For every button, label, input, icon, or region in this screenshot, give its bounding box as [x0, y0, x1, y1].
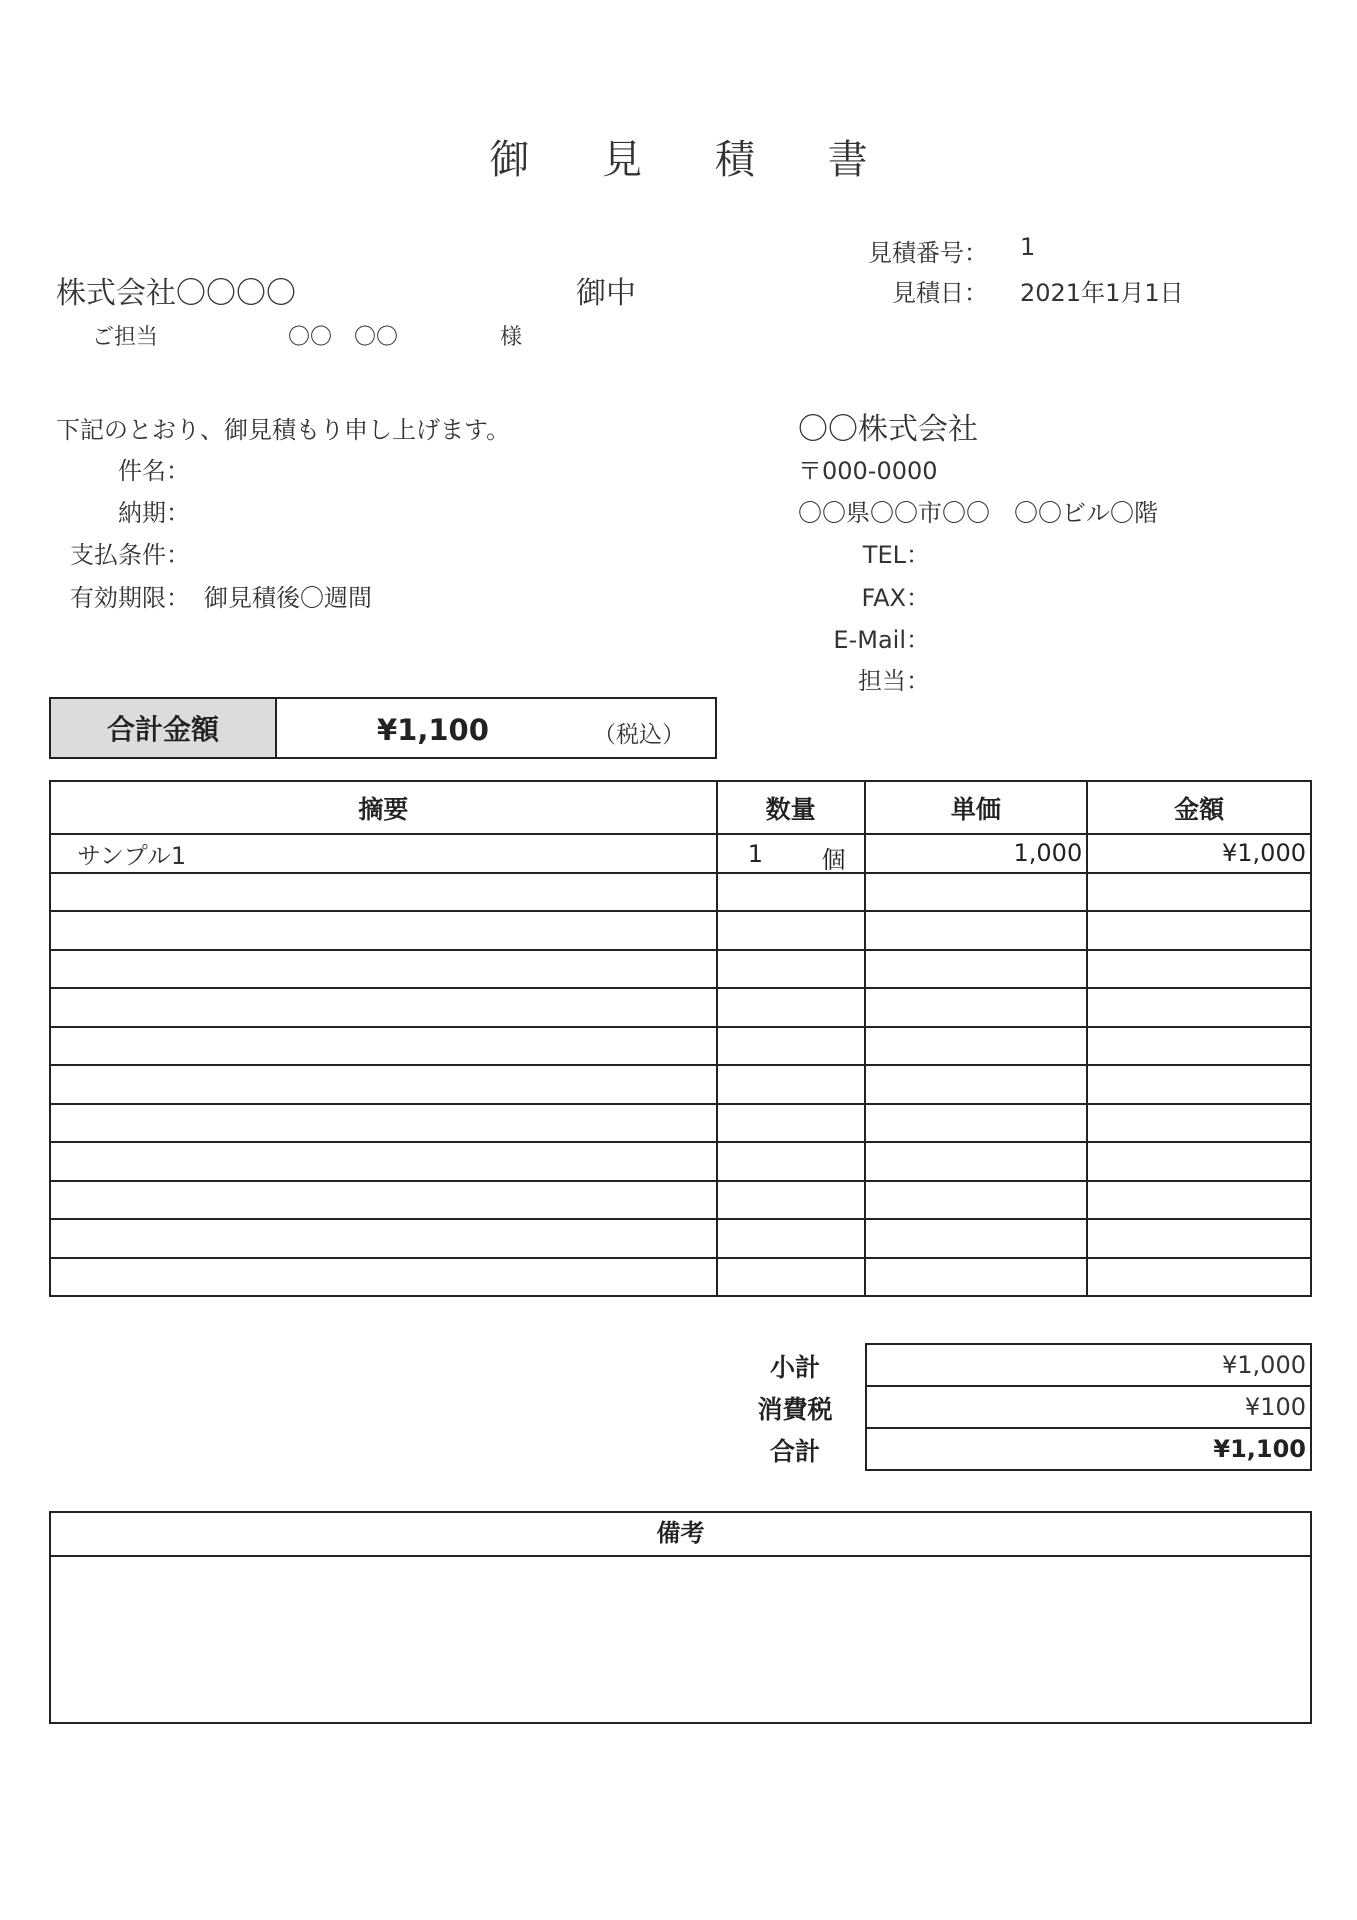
tax-label: 消費税	[757, 1395, 833, 1424]
item-description	[50, 988, 717, 1027]
header-unit-price: 単価	[865, 781, 1088, 834]
grand-total-label: 合計	[769, 1437, 820, 1466]
table-row	[50, 834, 1311, 873]
issuer-company: 〇〇株式会社	[798, 412, 978, 447]
tax-included-note: （税込）	[593, 722, 685, 748]
item-unit-price	[865, 1104, 1088, 1143]
table-row	[50, 911, 1311, 950]
table-row	[50, 1027, 1311, 1066]
tax-value: ¥100	[866, 1386, 1311, 1428]
item-amount	[1087, 988, 1311, 1027]
item-amount	[1087, 1104, 1311, 1143]
total-amount-value-cell	[277, 699, 715, 757]
item-quantity-cell	[717, 1142, 865, 1181]
summary-table	[865, 1343, 1312, 1471]
item-description	[50, 1104, 717, 1143]
issuer-fax-label: FAX：	[861, 584, 930, 612]
document-title: 御 見 積 書	[489, 137, 898, 183]
header-quantity: 数量	[717, 781, 865, 834]
client-contact-name: 〇〇 〇〇	[288, 325, 399, 350]
client-honorific: 御中	[576, 276, 636, 311]
item-unit: 個	[821, 846, 846, 874]
item-unit-price	[865, 911, 1088, 950]
item-amount	[1087, 911, 1311, 950]
item-unit-price	[865, 1142, 1088, 1181]
subtotal-label: 小計	[769, 1353, 820, 1382]
item-quantity-cell	[717, 911, 865, 950]
item-quantity-cell	[717, 1104, 865, 1143]
item-unit-price	[865, 950, 1088, 989]
client-contact-suffix: 様	[500, 325, 523, 350]
payment-terms-label: 支払条件：	[70, 541, 190, 569]
item-quantity-cell	[717, 988, 865, 1027]
table-row	[50, 988, 1311, 1027]
header-description: 摘要	[50, 781, 717, 834]
item-unit-price	[865, 1181, 1088, 1220]
item-description	[50, 1142, 717, 1181]
item-amount	[1087, 950, 1311, 989]
item-quantity-cell	[717, 1027, 865, 1066]
item-unit-price	[865, 1027, 1088, 1066]
item-description	[50, 1181, 717, 1220]
total-amount-label: 合計金額	[51, 699, 277, 757]
item-description	[50, 1027, 717, 1066]
table-row	[50, 1258, 1311, 1297]
client-contact-label: ご担当	[92, 325, 159, 350]
item-description	[50, 873, 717, 912]
table-row	[50, 1181, 1311, 1220]
remarks-box	[49, 1511, 1312, 1724]
estimate-number-value: 1	[1020, 233, 1036, 261]
subtotal-value: ¥1,000	[866, 1344, 1311, 1386]
item-quantity-cell	[717, 1181, 865, 1220]
estimate-date-label: 見積日：	[892, 279, 988, 307]
total-amount-box	[49, 697, 717, 759]
validity-value: 御見積後〇週間	[204, 584, 372, 612]
issuer-tel-label: TEL：	[862, 541, 930, 569]
delivery-label: 納期：	[118, 499, 190, 527]
item-unit-price: 1,000	[865, 834, 1088, 873]
issuer-person-label: 担当：	[858, 667, 930, 695]
item-quantity-cell	[717, 834, 865, 873]
item-unit-price	[865, 988, 1088, 1027]
item-unit-price	[865, 1258, 1088, 1297]
issuer-address: 〇〇県〇〇市〇〇 〇〇ビル〇階	[798, 499, 1158, 527]
item-description	[50, 911, 717, 950]
total-amount-value: ¥1,100	[377, 713, 489, 747]
item-amount	[1087, 873, 1311, 912]
table-row	[50, 950, 1311, 989]
item-quantity-cell	[717, 873, 865, 912]
item-unit-price	[865, 1219, 1088, 1258]
item-quantity-cell	[717, 950, 865, 989]
table-row	[50, 873, 1311, 912]
item-unit-price	[865, 873, 1088, 912]
item-amount	[1087, 1258, 1311, 1297]
items-table	[49, 780, 1312, 1297]
item-quantity-cell	[717, 1219, 865, 1258]
item-amount: ¥1,000	[1087, 834, 1311, 873]
item-quantity-cell	[717, 1065, 865, 1104]
table-header-row	[50, 781, 1311, 834]
table-row	[50, 1065, 1311, 1104]
item-amount	[1087, 1181, 1311, 1220]
item-description	[50, 1065, 717, 1104]
item-description	[50, 1219, 717, 1258]
item-description: サンプル1	[50, 834, 717, 873]
grand-total-value: ¥1,100	[866, 1428, 1311, 1470]
subject-label: 件名：	[118, 457, 190, 485]
issuer-postal: 〒000-0000	[798, 457, 938, 485]
table-row	[50, 1142, 1311, 1181]
table-row	[50, 1104, 1311, 1143]
estimate-date-value: 2021年1月1日	[1020, 279, 1184, 307]
item-amount	[1087, 1065, 1311, 1104]
validity-label: 有効期限：	[70, 584, 190, 612]
item-quantity-cell	[717, 1258, 865, 1297]
table-row	[50, 1219, 1311, 1258]
intro-text: 下記のとおり、御見積もり申し上げます。	[56, 416, 511, 444]
item-unit-price	[865, 1065, 1088, 1104]
item-amount	[1087, 1027, 1311, 1066]
issuer-email-label: E-Mail：	[833, 626, 930, 654]
estimate-number-label: 見積番号：	[868, 239, 988, 267]
item-description	[50, 1258, 717, 1297]
client-company: 株式会社〇〇〇〇	[56, 276, 296, 311]
item-amount	[1087, 1219, 1311, 1258]
item-amount	[1087, 1142, 1311, 1181]
item-description	[50, 950, 717, 989]
header-amount: 金額	[1087, 781, 1311, 834]
item-quantity: 1	[747, 840, 764, 868]
remarks-label: 備考	[51, 1513, 1310, 1557]
